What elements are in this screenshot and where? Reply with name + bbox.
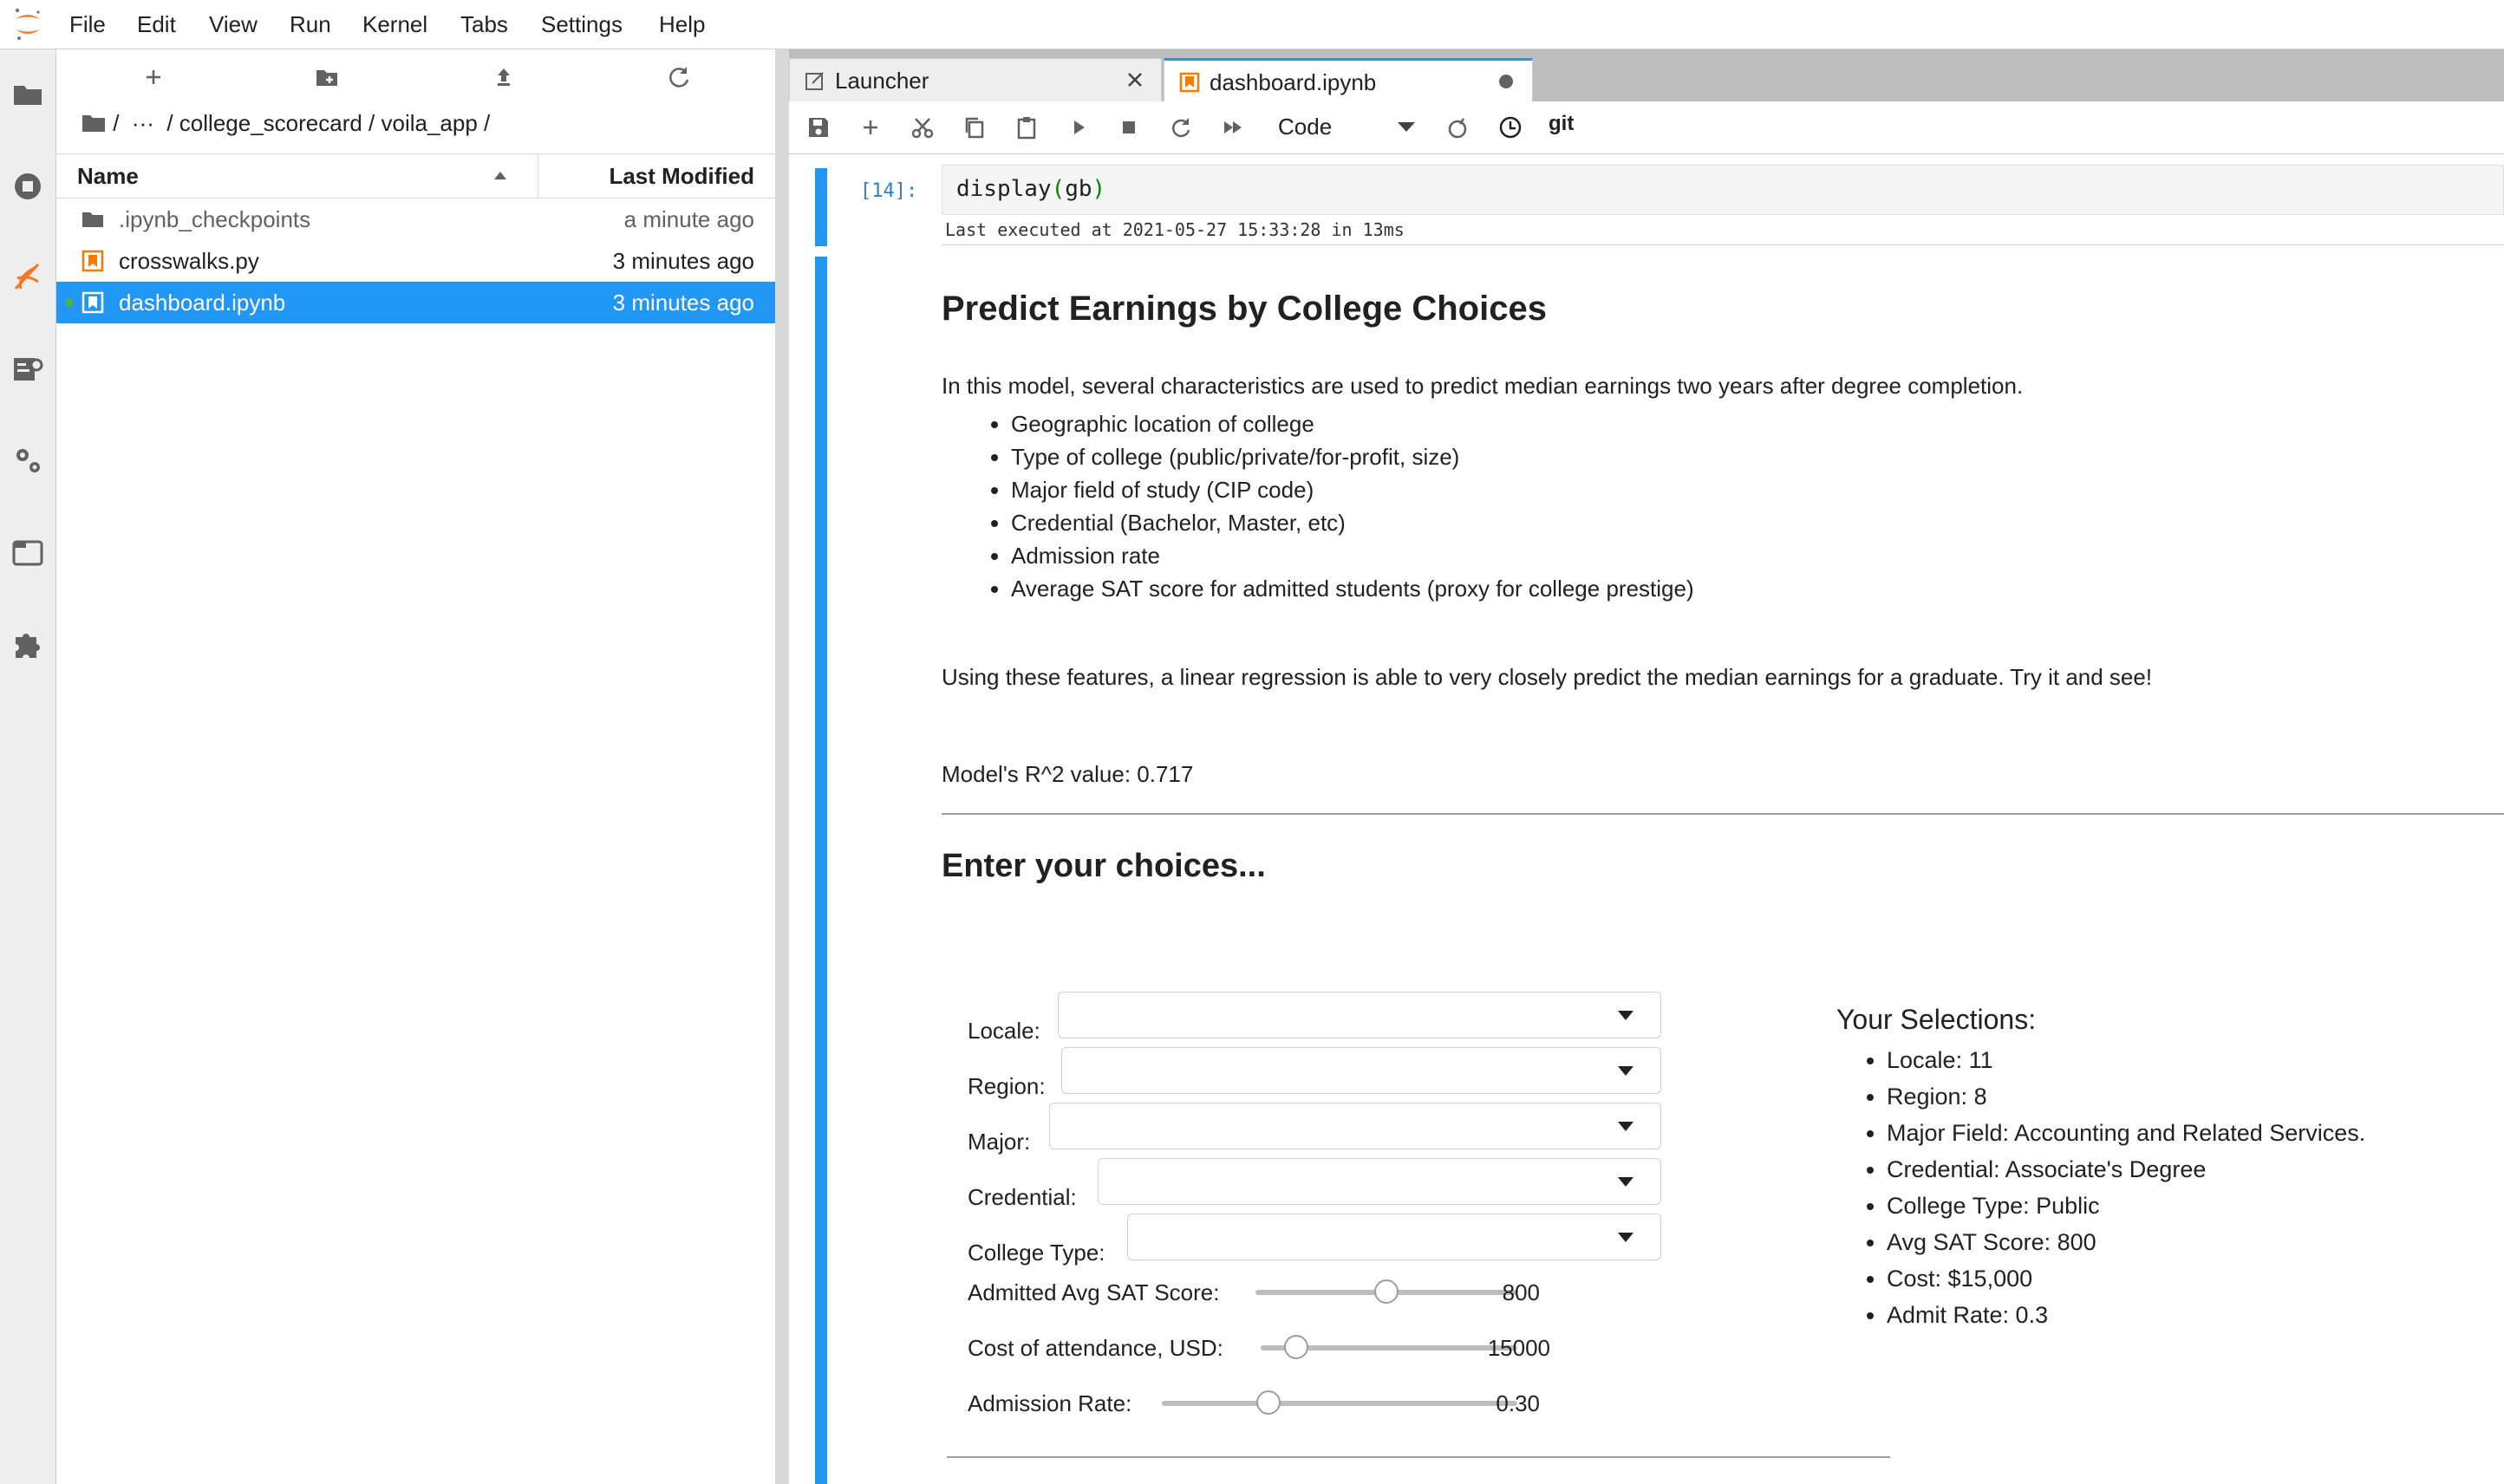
cost-value: 15000 bbox=[1487, 1335, 1550, 1361]
name-column-header[interactable]: Name bbox=[77, 163, 139, 189]
admission-rate-value: 0.30 bbox=[1496, 1390, 1540, 1416]
close-icon[interactable] bbox=[1123, 68, 1147, 92]
menu-run[interactable]: Run bbox=[290, 11, 331, 37]
menu-kernel[interactable]: Kernel bbox=[362, 11, 428, 37]
upload-icon[interactable] bbox=[488, 62, 519, 93]
divider bbox=[942, 244, 2504, 245]
menu-help[interactable]: Help bbox=[659, 11, 706, 37]
stop-icon[interactable] bbox=[1115, 114, 1143, 141]
modified-column-header[interactable]: Last Modified bbox=[609, 163, 754, 189]
file-name: .ipynb_checkpoints bbox=[119, 206, 311, 232]
list-item: • Major field of study (CIP code) bbox=[1011, 473, 1694, 506]
list-item: • Credential: Associate's Degree bbox=[1887, 1151, 2365, 1188]
file-row-crosswalks[interactable] bbox=[56, 240, 775, 282]
list-item: • Admit Rate: 0.3 bbox=[1887, 1297, 2365, 1333]
tab-dashboard[interactable] bbox=[1164, 58, 1533, 101]
major-label: Major: bbox=[968, 1129, 1031, 1155]
locale-label: Locale: bbox=[968, 1018, 1040, 1044]
kernel-idle-icon[interactable] bbox=[1444, 114, 1472, 141]
breadcrumb-path[interactable]: / college_scorecard / voila_app / bbox=[166, 110, 491, 136]
cell-type-select[interactable]: Code bbox=[1278, 114, 1333, 140]
file-browser bbox=[56, 49, 775, 1484]
activity-bar bbox=[0, 49, 56, 1484]
menu-view[interactable]: View bbox=[209, 11, 258, 37]
list-item: • Type of college (public/private/for-profit, size) bbox=[1011, 440, 1694, 473]
list-item: • College Type: Public bbox=[1887, 1188, 2365, 1224]
list-item: • Credential (Bachelor, Master, etc) bbox=[1011, 506, 1694, 539]
running-icon[interactable] bbox=[9, 167, 47, 205]
admission-rate-label: Admission Rate: bbox=[968, 1390, 1132, 1416]
code-text: display(gb) bbox=[956, 176, 1106, 202]
python-file-icon bbox=[81, 249, 105, 273]
add-cell-icon[interactable] bbox=[857, 114, 884, 141]
file-modified: 3 minutes ago bbox=[612, 248, 754, 274]
menu-edit[interactable]: Edit bbox=[137, 11, 176, 37]
refresh-icon[interactable] bbox=[663, 62, 694, 93]
chevron-down-icon bbox=[1617, 1232, 1634, 1244]
panel-splitter[interactable] bbox=[775, 49, 789, 1484]
divider bbox=[947, 1456, 1890, 1458]
notebook-icon bbox=[81, 290, 105, 315]
tab-label: dashboard.ipynb bbox=[1210, 69, 1377, 95]
extension-icon[interactable] bbox=[9, 625, 47, 663]
cost-label: Cost of attendance, USD: bbox=[968, 1335, 1223, 1361]
folder-icon bbox=[81, 207, 105, 231]
menu-file[interactable]: File bbox=[69, 11, 106, 37]
list-item: • Locale: 11 bbox=[1887, 1042, 2365, 1078]
choices-heading: Enter your choices... bbox=[942, 848, 1266, 884]
locale-dropdown[interactable] bbox=[1058, 992, 1661, 1038]
input-collapser[interactable] bbox=[815, 168, 827, 246]
git-button[interactable]: git bbox=[1549, 112, 1575, 135]
sort-ascending-icon[interactable] bbox=[490, 166, 511, 186]
credential-dropdown[interactable] bbox=[1098, 1158, 1661, 1205]
file-row-ipynb-checkpoints[interactable] bbox=[56, 199, 775, 240]
cut-icon[interactable] bbox=[909, 114, 936, 141]
fast-forward-icon[interactable] bbox=[1219, 114, 1247, 141]
file-list-header bbox=[56, 153, 775, 199]
major-dropdown[interactable] bbox=[1049, 1103, 1661, 1149]
tabs-icon[interactable] bbox=[9, 533, 47, 571]
breadcrumb-ellipsis[interactable]: ··· bbox=[131, 110, 154, 136]
cost-slider-handle[interactable] bbox=[1284, 1335, 1308, 1359]
file-name: crosswalks.py bbox=[119, 248, 259, 274]
document-tab-bar bbox=[789, 49, 2504, 101]
tab-launcher[interactable] bbox=[789, 58, 1162, 101]
list-item: • Cost: $15,000 bbox=[1887, 1260, 2365, 1297]
region-label: Region: bbox=[968, 1073, 1046, 1099]
chevron-down-icon[interactable] bbox=[1396, 120, 1417, 134]
sat-score-value: 800 bbox=[1502, 1279, 1540, 1305]
college-type-label: College Type: bbox=[968, 1240, 1105, 1266]
region-dropdown[interactable] bbox=[1061, 1047, 1661, 1094]
file-modified: 3 minutes ago bbox=[612, 290, 754, 316]
new-launcher-icon[interactable] bbox=[138, 62, 169, 93]
list-item: • Geographic location of college bbox=[1011, 407, 1694, 440]
run-icon[interactable] bbox=[1065, 114, 1092, 141]
save-icon[interactable] bbox=[805, 114, 832, 141]
output-summary: Using these features, a linear regression is able to very closely predict the median earnings for a graduate. Try it and see! bbox=[942, 664, 2153, 690]
clock-icon[interactable] bbox=[1497, 114, 1524, 141]
list-item: • Major Field: Accounting and Related Services. bbox=[1887, 1115, 2365, 1151]
folder-icon[interactable] bbox=[9, 75, 47, 114]
college-type-dropdown[interactable] bbox=[1127, 1214, 1661, 1260]
chevron-down-icon bbox=[1617, 1010, 1634, 1022]
launcher-icon bbox=[804, 69, 826, 92]
notebook-panel bbox=[789, 154, 2504, 1484]
running-indicator bbox=[65, 298, 74, 307]
notebook-icon bbox=[1178, 71, 1201, 94]
git-icon[interactable] bbox=[9, 257, 47, 296]
sat-score-label: Admitted Avg SAT Score: bbox=[968, 1279, 1220, 1305]
chevron-down-icon bbox=[1617, 1176, 1634, 1188]
settings-icon[interactable] bbox=[9, 441, 47, 479]
file-name: dashboard.ipynb bbox=[119, 290, 286, 316]
selections-list bbox=[1836, 1042, 2365, 1333]
chevron-down-icon bbox=[1617, 1121, 1634, 1133]
property-inspector-icon[interactable] bbox=[9, 349, 47, 387]
file-row-dashboard[interactable] bbox=[56, 282, 775, 323]
r2-value: Model's R^2 value: 0.717 bbox=[942, 761, 1194, 787]
breadcrumb bbox=[81, 110, 490, 141]
list-item: • Average SAT score for admitted students (proxy for college prestige) bbox=[1011, 572, 1694, 605]
selections-heading: Your Selections: bbox=[1836, 1004, 2037, 1035]
file-modified: a minute ago bbox=[623, 206, 754, 232]
copy-icon[interactable] bbox=[961, 114, 988, 141]
tab-label: Launcher bbox=[835, 68, 929, 94]
unsaved-dot-icon[interactable] bbox=[1494, 69, 1518, 94]
notebook-toolbar bbox=[789, 101, 2504, 154]
breadcrumb-root[interactable]: / bbox=[113, 110, 120, 136]
list-item: • Admission rate bbox=[1011, 539, 1694, 572]
jupyter-logo-icon bbox=[12, 7, 43, 42]
execution-time: Last executed at 2021-05-27 15:33:28 in 13ms bbox=[945, 219, 1405, 240]
folder-icon[interactable] bbox=[81, 112, 107, 134]
execution-count: [14]: bbox=[860, 180, 918, 202]
divider bbox=[942, 813, 2504, 815]
restart-icon[interactable] bbox=[1167, 114, 1195, 141]
file-browser-toolbar bbox=[56, 49, 775, 103]
menu-tabs[interactable]: Tabs bbox=[460, 11, 508, 37]
sat-score-slider-handle[interactable] bbox=[1374, 1279, 1399, 1304]
list-item: • Region: 8 bbox=[1887, 1078, 2365, 1115]
credential-label: Credential: bbox=[968, 1184, 1077, 1210]
chevron-down-icon bbox=[1617, 1065, 1634, 1077]
code-cell-input[interactable] bbox=[942, 165, 2504, 215]
paste-icon[interactable] bbox=[1013, 114, 1040, 141]
admission-rate-slider-handle[interactable] bbox=[1256, 1390, 1281, 1415]
feature-list bbox=[942, 407, 1694, 605]
output-intro: In this model, several characteristics are used to predict median earnings two years after degree completion. bbox=[942, 373, 2024, 399]
output-collapser[interactable] bbox=[815, 257, 827, 1484]
output-title: Predict Earnings by College Choices bbox=[942, 290, 1547, 328]
menu-settings[interactable]: Settings bbox=[541, 11, 623, 37]
menu-bar bbox=[0, 0, 2504, 49]
list-item: • Avg SAT Score: 800 bbox=[1887, 1224, 2365, 1260]
new-folder-icon[interactable] bbox=[311, 62, 342, 93]
